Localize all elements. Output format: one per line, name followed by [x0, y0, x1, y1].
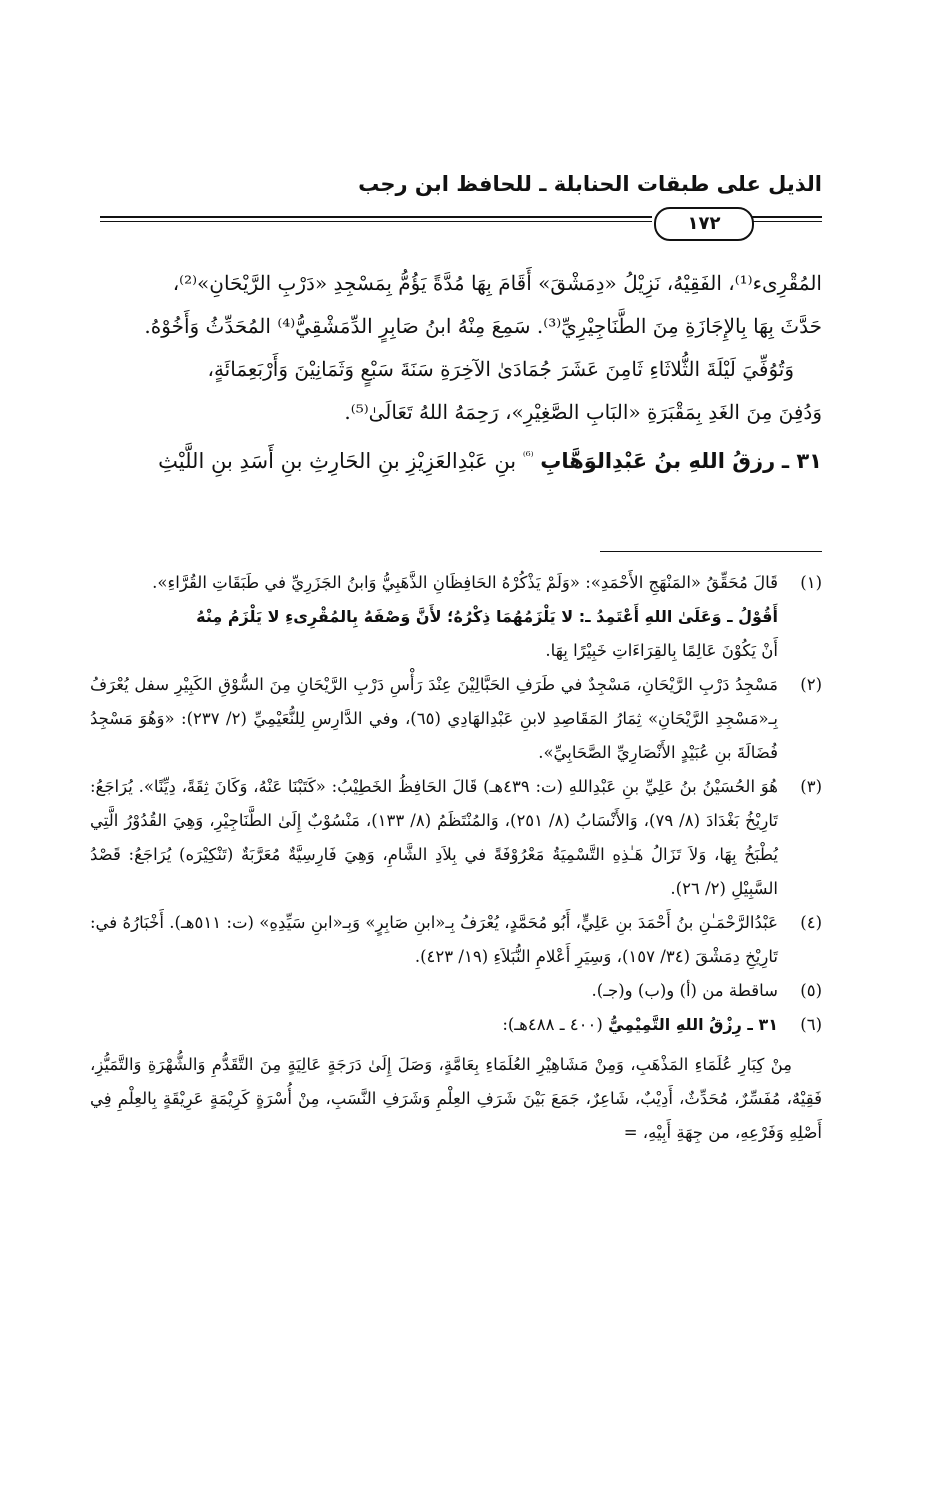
footnote [90, 974, 822, 1008]
entry-lineage: بنِ عَبْدِالعَزِيْزِ بنِ الحَارِثِ بنِ أَسَدِ بنِ اللَّيْثِ [158, 449, 517, 473]
footnote-line [90, 600, 778, 634]
rule-bottom-left [100, 221, 652, 222]
footnote-line: قَالَ مُحَقِّقُ «المَنْهَجِ الأَحْمَدِ»: «وَلَمْ يَذْكُرْهُ الحَافِظَانِ الذَّهَبِيُّ وَابنُ الجَزَرِيِّ في طَبَقَاتِ القُرَّاءِ». [152, 573, 778, 592]
footnote [90, 906, 822, 974]
footnote-number: (٥) [800, 981, 822, 1000]
page-number: ١٧٢ [654, 207, 754, 241]
header-rule [100, 204, 822, 244]
rule-top-left [100, 216, 652, 218]
body-line: حَدَّثَ بِهَا بِالإِجَازَةِ مِنَ الطَّنَاجِيْرِيِّ⁽³⁾. سَمِعَ مِنْهُ ابنُ صَابِرٍ الدِّمَشْقِيُّ⁽⁴⁾ المُحَدِّثُ وَأَخُوْهُ. [144, 314, 822, 338]
footnote [90, 1008, 822, 1042]
rule-bottom-right [750, 221, 822, 222]
footnote-number: (١) [800, 573, 822, 592]
footnote-number: (٦) [800, 1015, 822, 1034]
footnote [90, 668, 822, 770]
footnote-heading-name: ٣١ ـ رِزْقُ اللهِ التَّمِيْمِيُّ [608, 1015, 778, 1034]
footnotes [90, 566, 822, 1150]
body-line: وَتُوُفِّيَ لَيْلَةَ الثُّلاثَاءِ ثَامِنَ عَشَرَ جُمَادَىٰ الآخِرَةِ سَنَةَ سَبْعٍ وَثَمَانِيْنَ وَأَرْبَعِمَائَةٍ، [207, 357, 794, 381]
running-title: الذيل على طبقات الحنابلة ـ للحافظ ابن رجب [358, 172, 822, 196]
footnote-body [90, 1008, 778, 1042]
footnote-body: عَبْدُالرَّحْمَـٰنِ بنُ أَحْمَدَ بنِ عَلِيٍّ، أَبُو مُحَمَّدٍ، يُعْرَفُ بِـ«ابنِ صَابِرٍ» وَبِـ«ابنِ سَيِّدِهِ» (ت: ٥١١هـ). أَخْبَارُهُ في: تَارِيْخِ دِمَشْقَ (٣٤/ ١٥٧)، وَسِيَرِ أَعْلامِ النُّبَلاَءِ (١٩/ ٤٢٣). [90, 913, 779, 966]
footnote-separator [600, 551, 822, 552]
entry-name: رزقُ اللهِ بنُ عَبْدِالوَهَّابِ [540, 449, 776, 473]
entry-number: ٣١ ـ [781, 449, 822, 473]
footnote-body: هُوَ الحُسَيْنُ بنُ عَلِيِّ بنِ عَبْدِاللهِ (ت: ٤٣٩هـ) قَالَ الحَافِظُ الخَطِيْبُ: «كَتَبْنَا عَنْهُ، وَكَانَ ثِقَةً، دِيِّنًا». يُرَاجَعُ: تَارِيْخُ بَغْدَادَ (٨/ ٧٩)، وَالأَنْسَابُ (٨/ ٢٥١)، وَالمُنْتَظَمُ (٨/ ١٣٣)، مَنْسُوْبٌ إِلَىٰ الطَّنَاجِيْرِ، وَهِيَ القُدُوْرُ الَّتِي يُطْبَخُ بِهَا، وَلاَ تَزَالُ هَـٰذِهِ التَّسْمِيَةُ مَعْرُوْفَةً في بِلاَدِ الشَّامِ، وَهِيَ فَارِسِيَّةٌ مُعَرَّبَةٌ (تَنْكِيْرَه) يُرَاجَعُ: قَصْدُ السَّبِيْلِ (٢/ ٢٦). [90, 777, 778, 898]
footnote-number: (٢) [800, 675, 822, 694]
body-line: المُقْرِىء⁽¹⁾، الفَقِيْهُ، نَزِيْلُ «دِمَشْقَ» أَقَامَ بِهَا مُدَّةً يَؤُمُّ بِمَسْجِدِ «دَرْبِ الرَّيْحَانِ»⁽²⁾، [172, 271, 822, 295]
footnote-body: ساقطة من (أ) و(ب) و(جـ). [591, 981, 778, 1000]
footnote-heading-dates: (٤٠٠ ـ ٤٨٨هـ): [502, 1015, 603, 1034]
footnote-continuation: مِنْ كِبَارِ عُلَمَاءِ المَذْهَبِ، وَمِنْ مَشَاهِيْرِ العُلَمَاءِ بِعَامَّةٍ، وَصَلَ إِلَىٰ دَرَجَةٍ عَالِيَةٍ مِنَ التَّقَدُّمِ وَالشُّهْرَةِ وَالتَّمَيُّزِ، فَقِيْهٌ، مُفَسِّرٌ، مُحَدِّثٌ، أَدِيْبٌ، شَاعِرٌ، جَمَعَ بَيْنَ شَرَفِ العِلْمِ وَشَرَفِ النَّسَبِ، مِنْ أُسْرَةٍ كَرِيْمَةٍ عَرِيْقَةٍ بِالعِلْمِ فِي أَصْلِهِ وَفَرْعِهِ، من جِهَةِ أَبِيْهِ، = [90, 1055, 822, 1142]
body-line: وَدُفِنَ مِنَ الغَدِ بِمَقْبَرَةِ «البَابِ الصَّغِيْرِ»، رَحِمَهُ اللهُ تَعَالَىٰ⁽⁵⁾. [344, 400, 822, 424]
main-text [100, 262, 822, 483]
footnote-body: مَسْجِدُ دَرْبِ الرَّيْحَانِ، مَسْجِدٌ في طَرَفِ الحَبَّالِيْنَ عِنْدَ رَأْسِ دَرْبِ الرَّيْحَانِ مِنَ السُّوْقِ الكَبِيْرِ سفل يُعْرَفُ بِـ«مَسْجِدِ الرَّيْحَانِ» ثِمَارُ المَقَاصِدِ لابنِ عَبْدِالهَادِي (٦٥)، وفي الدَّارِسِ لِلنُّعَيْمِيِّ (٢/ ٢٣٧): «وَهُوَ مَسْجِدُ فُضَالَةَ بنِ عُبَيْدٍ الأَنْصَارِيِّ الصَّحَابِيِّ». [90, 675, 778, 762]
footnote-number: (٣) [800, 777, 822, 796]
entry-heading [100, 440, 822, 483]
footnote-line-bold: أَقُوْلُ ـ وَعَلَىٰ اللهِ أَعْتَمِدُ ـ: لا يَلْزَمُهُمَا ذِكْرُهُ؛ لأَنَّ وَصْفَهُ بِالمُقْرِىءِ لا يَلْزَمُ مِنْهُ [196, 607, 778, 626]
footnote [90, 566, 822, 668]
footnote-heading [90, 1008, 778, 1042]
entry-note-ref: ⁽⁶⁾ [522, 449, 534, 463]
footnote-body [90, 566, 778, 668]
rule-top-right [750, 216, 822, 218]
footnote-number: (٤) [800, 913, 822, 932]
footnote [90, 770, 822, 906]
footnote-line: أَنْ يَكُوْنَ عَالِمًا بِالقِرَاءَاتِ خَبِيْرًا بِهَا. [545, 641, 778, 660]
